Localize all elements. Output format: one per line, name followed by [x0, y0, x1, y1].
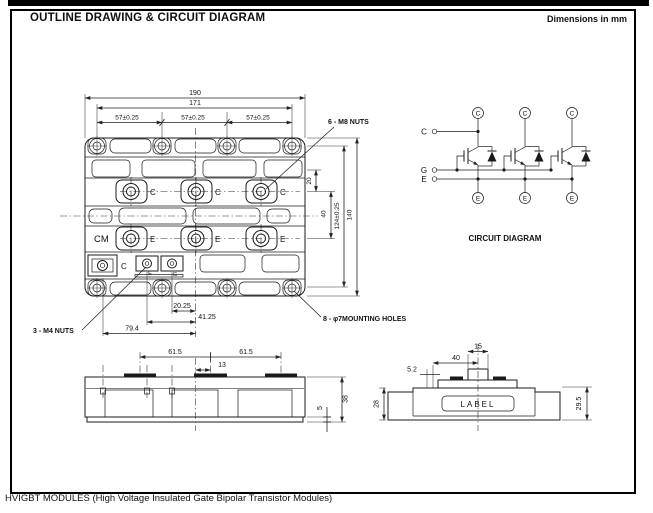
label-cm: CM — [94, 234, 109, 245]
front-view — [85, 349, 350, 432]
dim-140: 140 — [346, 209, 354, 221]
front-baseplate — [87, 417, 303, 422]
dim-61-5-left: 61.5 — [168, 349, 182, 356]
rail-label-e: E — [421, 175, 427, 184]
terminal-e — [432, 177, 437, 182]
page-title: OUTLINE DRAWING & CIRCUIT DIAGRAM — [30, 12, 266, 24]
dim-40: 40 — [320, 210, 328, 218]
terminal-g — [432, 168, 437, 173]
dim-13: 13 — [218, 362, 226, 369]
svg-text:57±0.25: 57±0.25 — [246, 114, 270, 122]
aux-label-g: G — [172, 272, 178, 278]
terminal-label-c: C — [150, 188, 156, 197]
units-note: Dimensions in mm — [546, 14, 627, 24]
footer-caption: HVIGBT MODULES (High Voltage Insulated Gate Bipolar Transistor Modules) — [5, 493, 333, 504]
dim-terminal-pitch: 57±0.25 — [115, 114, 139, 122]
svg-text:E: E — [280, 235, 286, 244]
svg-text:E: E — [569, 195, 575, 203]
aux-terminals — [88, 255, 183, 278]
side-view — [374, 344, 593, 432]
label-plate-text: LABEL — [460, 400, 496, 409]
terminal-c — [432, 129, 437, 134]
dim-15: 15 — [474, 343, 482, 351]
svg-text:C: C — [475, 110, 481, 118]
svg-text:C: C — [280, 188, 286, 197]
note-m8-nuts: 6 - M8 NUTS — [328, 119, 369, 126]
circuit-diagram — [421, 108, 591, 244]
dim-20-25: 20.25 — [173, 303, 191, 310]
front-dimensions — [140, 349, 350, 432]
case-slots — [89, 139, 302, 295]
side-terminal-block — [438, 380, 517, 388]
igbt-cell-1 — [457, 108, 497, 204]
dim-28: 28 — [373, 400, 381, 408]
igbt-cell-2 — [504, 108, 544, 204]
dim-mounting-width: 171 — [189, 100, 201, 107]
bottom-dimensions — [33, 267, 407, 336]
note-mounting-holes: 8 - φ7MOUNTING HOLES — [323, 316, 407, 323]
aux-label-e: E — [148, 271, 152, 277]
terminal-label-e: E — [150, 235, 156, 244]
dim-40: 40 — [452, 355, 460, 362]
svg-text:E: E — [215, 235, 221, 244]
rail-label-c: C — [421, 127, 427, 137]
svg-text:E: E — [522, 195, 528, 203]
right-dimensions — [306, 138, 360, 296]
svg-text:C: C — [569, 110, 575, 118]
note-m4-nuts: 3 - M4 NUTS — [33, 328, 74, 335]
circuit-caption: CIRCUIT DIAGRAM — [468, 234, 542, 243]
svg-text:57±0.25: 57±0.25 — [181, 114, 205, 122]
dim-5-2: 5.2 — [407, 366, 417, 374]
dim-61-5-right: 61.5 — [239, 349, 253, 356]
dim-38: 38 — [342, 395, 350, 403]
rail-label-g: G — [420, 166, 428, 175]
aux-label-c: C — [121, 262, 127, 271]
igbt-cell-3 — [551, 108, 591, 204]
front-body — [85, 377, 305, 417]
dim-79-4: 79.4 — [125, 325, 139, 333]
dim-41-25: 41.25 — [198, 314, 216, 321]
dim-20: 20 — [306, 177, 313, 185]
front-terminal-bump — [124, 374, 156, 378]
top-view — [33, 90, 407, 337]
svg-text:E: E — [475, 195, 481, 203]
dim-124: 124±0.25 — [334, 202, 341, 230]
dim-overall-width: 190 — [189, 90, 201, 97]
dim-29-5: 29.5 — [576, 396, 583, 411]
svg-text:C: C — [215, 188, 221, 197]
dim-5: 5 — [317, 406, 324, 410]
svg-text:C: C — [522, 110, 528, 118]
